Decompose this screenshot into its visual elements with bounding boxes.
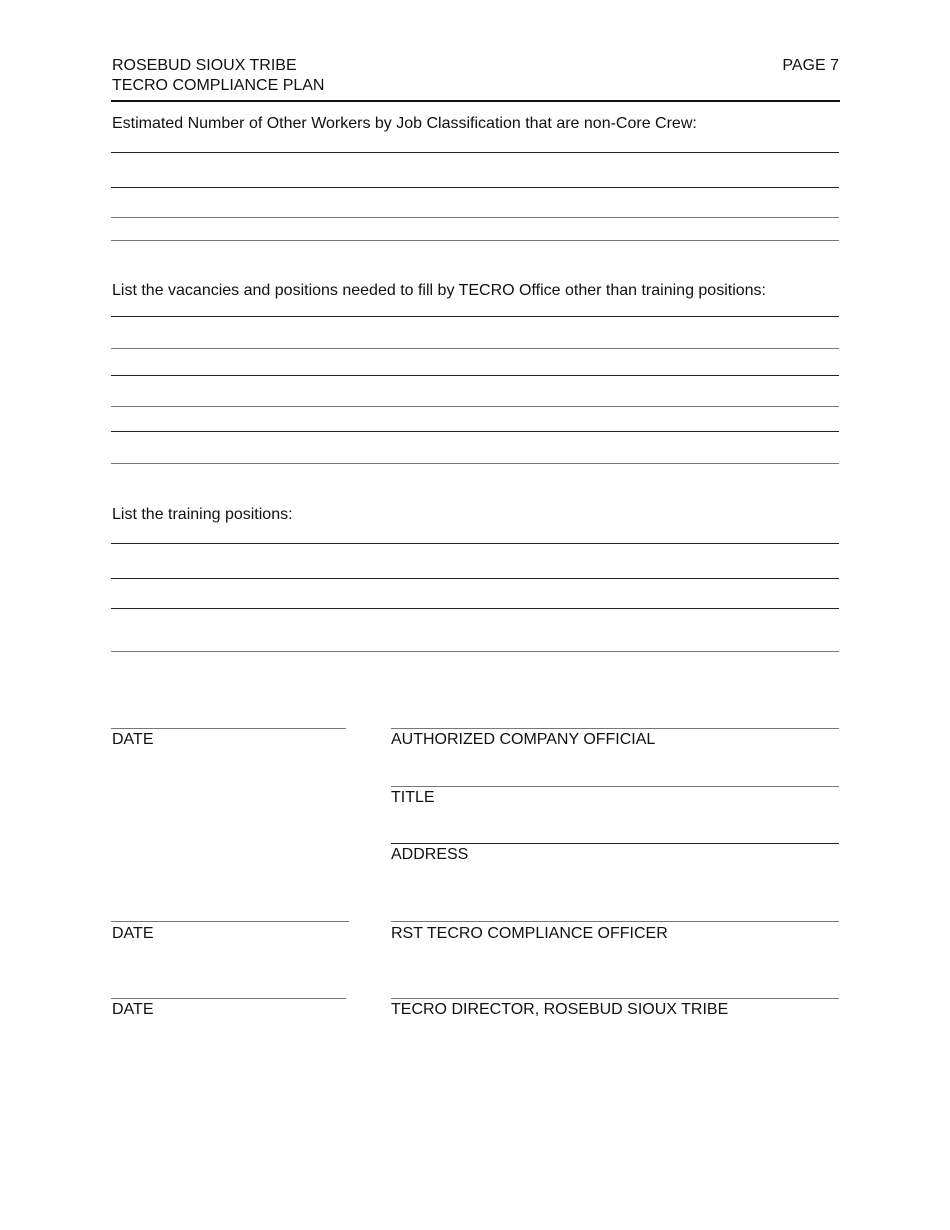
director-label: TECRO DIRECTOR, ROSEBUD SIOUX TRIBE: [391, 1001, 729, 1018]
section-prompt-vacancies: List the vacancies and positions needed to fill by TECRO Office other than training positions:: [112, 282, 766, 299]
blank-line[interactable]: [111, 463, 839, 464]
blank-line[interactable]: [111, 240, 839, 241]
date-signature-line[interactable]: [111, 998, 346, 999]
blank-line[interactable]: [111, 316, 839, 317]
blank-line[interactable]: [111, 152, 839, 153]
date-signature-line[interactable]: [111, 921, 349, 922]
page-number: PAGE 7: [782, 57, 839, 74]
compliance-officer-signature-line[interactable]: [391, 921, 839, 922]
address-label: ADDRESS: [391, 846, 469, 863]
blank-line[interactable]: [111, 406, 839, 407]
date-label: DATE: [112, 925, 154, 942]
header-divider: [111, 100, 840, 102]
date-signature-line[interactable]: [111, 728, 346, 729]
blank-line[interactable]: [111, 187, 839, 188]
section-prompt-non-core-workers: Estimated Number of Other Workers by Job Classification that are non-Core Crew:: [112, 115, 697, 132]
header-org: ROSEBUD SIOUX TRIBE: [112, 57, 297, 74]
blank-line[interactable]: [111, 431, 839, 432]
blank-line[interactable]: [111, 651, 839, 652]
blank-line[interactable]: [111, 217, 839, 218]
blank-line[interactable]: [111, 348, 839, 349]
compliance-officer-label: RST TECRO COMPLIANCE OFFICER: [391, 925, 668, 942]
date-label: DATE: [112, 1001, 154, 1018]
title-signature-line[interactable]: [391, 786, 839, 787]
blank-line[interactable]: [111, 578, 839, 579]
blank-line[interactable]: [111, 375, 839, 376]
director-signature-line[interactable]: [391, 998, 839, 999]
section-prompt-training-positions: List the training positions:: [112, 506, 293, 523]
header-doc-title: TECRO COMPLIANCE PLAN: [112, 77, 325, 94]
authorized-official-label: AUTHORIZED COMPANY OFFICIAL: [391, 731, 656, 748]
address-signature-line[interactable]: [391, 843, 839, 844]
blank-line[interactable]: [111, 608, 839, 609]
blank-line[interactable]: [111, 543, 839, 544]
title-label: TITLE: [391, 789, 435, 806]
date-label: DATE: [112, 731, 154, 748]
authorized-official-signature-line[interactable]: [391, 728, 839, 729]
